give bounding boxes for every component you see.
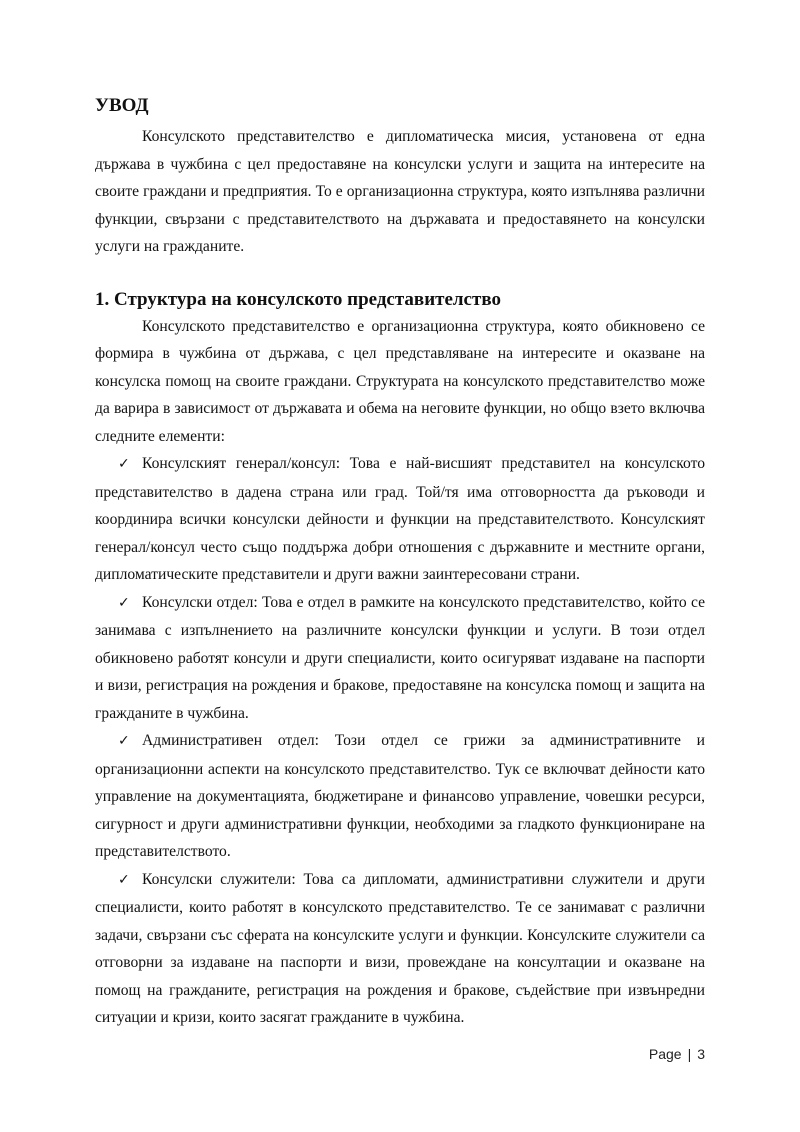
list-item: [95, 866, 705, 1032]
list-item: [95, 727, 705, 866]
section-1-title: 1. Структура на консулското представителство: [95, 288, 501, 310]
list-item: [95, 450, 705, 589]
check-icon: ✓: [118, 594, 130, 611]
intro-paragraph: Консулското представителство е дипломатическа мисия, установена от една държава в чужбина с цел предоставяне на консулски услуги и защита на интересите на своите граждани и предприятия. То е организационна структура, която изпълнява различни функции, свързани с представителството на държавата и предоставянето на консулски услуги на гражданите.: [95, 128, 705, 255]
list-item-text: Консулски служители: Това са дипломати, административни служители и други специалисти, които работят в консулското представителство. Те се занимават с различни задачи, свързани със сферата на консулските услуги и функции. Консулските служители са отговорни за издаване на паспорти и визи, провеждане на консултации и оказване на помощ на гражданите, регистрация на рождения и бракове, съдействие при извънредни ситуации и кризи, които засягат гражданите в чужбина.: [95, 870, 705, 1026]
page-label: Page: [648, 1046, 682, 1062]
list-item-text: Административен отдел: Този отдел се грижи за административните и организационни аспекти на консулското представителство. Тук се включват дейности като управление на документацията, бюджетиране и финансово управление, човешки ресурси, сигурност и други административни функции, необходими за гладкото функциониране на представителството.: [95, 732, 705, 860]
bullet-list: [95, 450, 705, 1032]
page-number: 3: [697, 1046, 705, 1062]
intro-title: УВОД: [95, 95, 149, 116]
check-icon: ✓: [118, 733, 130, 749]
check-icon: ✓: [118, 871, 130, 888]
section-1-paragraph: Консулското представителство е организационна структура, която обикновено се формира в чужбина от държава, с цел представляване на интересите и оказване на консулска помощ на своите граждани. Структурата на консулското представителство може да варира в зависимост от държавата и обема на неговите функции, но общо взето включва следните елементи:: [95, 317, 705, 445]
list-item-text: Консулският генерал/консул: Това е най-висшият представител на консулското представителство в дадена страна или град. Той/тя има отговорността да ръководи и координира всички консулски дейности и функции на представителството. Консулският генерал/консул често също поддържа добри отношения с държавните и местните органи, дипломатическите представители и други важни заинтересовани страни.: [95, 455, 705, 583]
page-separator: |: [687, 1046, 692, 1062]
list-item-text: Консулски отдел: Това е отдел в рамките на консулското представителство, който се занимава с изпълнението на различните консулски функции и услуги. В този отдел обикновено работят консули и други специалисти, които осигуряват издаване на паспорти и визи, регистрация на рождения и бракове, предоставяне на консулска помощ и защита на гражданите в чужбина.: [95, 593, 705, 722]
page-content: [95, 93, 705, 1032]
page-footer: [649, 1046, 705, 1062]
check-icon: ✓: [118, 456, 130, 472]
list-item: [95, 589, 705, 728]
